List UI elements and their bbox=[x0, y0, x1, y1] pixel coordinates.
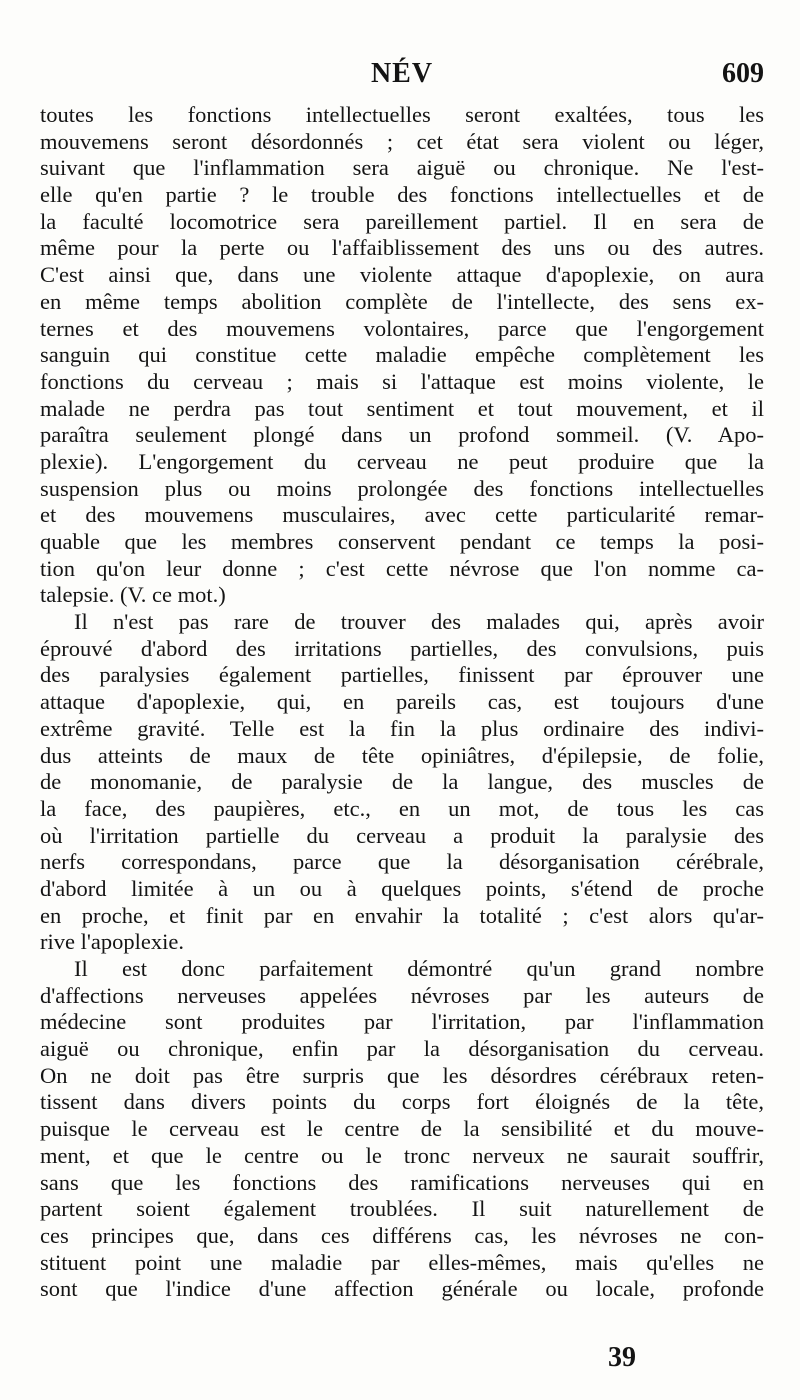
text-line: en proche, et finit par en envahir la totalité ; c'est alors qu'ar- bbox=[40, 902, 764, 928]
text-line: stituent point une maladie par elles-mêmes, mais qu'elles ne bbox=[40, 1249, 764, 1275]
text-line: attaque d'apoplexie, qui, en pareils cas, est toujours d'une bbox=[40, 689, 764, 715]
signature-mark: 39 bbox=[608, 1342, 636, 1373]
page-header bbox=[40, 58, 764, 98]
text-line: la faculté locomotrice sera pareillement partiel. Il en sera de bbox=[40, 208, 764, 234]
text-line: même pour la perte ou l'affaiblissement des uns ou des autres. bbox=[40, 235, 764, 261]
text-line: la face, des paupières, etc., en un mot, de tous les cas bbox=[40, 795, 764, 821]
text-line: talepsie. (V. ce mot.) bbox=[40, 582, 226, 608]
paragraph-3 bbox=[40, 956, 764, 1303]
text-line: tion qu'on leur donne ; c'est cette névrose que l'on nomme ca- bbox=[40, 555, 764, 581]
text-line: C'est ainsi que, dans une violente attaque d'apoplexie, on aura bbox=[40, 262, 764, 288]
body-text bbox=[40, 102, 764, 1303]
text-line: mouvemens seront désordonnés ; cet état sera violent ou léger, bbox=[40, 128, 764, 154]
text-line: ment, et que le centre ou le tronc nerveux ne saurait souffrir, bbox=[40, 1142, 764, 1168]
text-line: dus atteints de maux de tête opiniâtres, d'épilepsie, de folie, bbox=[40, 742, 764, 768]
text-line: elle qu'en partie ? le trouble des fonctions intellectuelles et de bbox=[40, 182, 764, 208]
running-head: NÉV bbox=[370, 58, 434, 89]
text-line: ternes et des mouvemens volontaires, parce que l'engorgement bbox=[40, 315, 764, 341]
text-line: Il est donc parfaitement démontré qu'un grand nombre bbox=[74, 956, 764, 981]
page-number: 609 bbox=[722, 58, 764, 89]
text-line: d'abord limitée à un ou à quelques points, s'étend de proche bbox=[40, 875, 764, 901]
text-line: malade ne perdra pas tout sentiment et tout mouvement, et il bbox=[40, 395, 764, 421]
paragraph-1 bbox=[40, 102, 764, 609]
text-line: où l'irritation partielle du cerveau a produit la paralysie des bbox=[40, 822, 764, 848]
text-line: de monomanie, de paralysie de la langue, des muscles de bbox=[40, 769, 764, 795]
text-line: fonctions du cerveau ; mais si l'attaque est moins violente, le bbox=[40, 368, 764, 394]
text-line: médecine sont produites par l'irritation, par l'inflammation bbox=[40, 1009, 764, 1035]
text-line: des paralysies également partielles, finissent par éprouver une bbox=[40, 662, 764, 688]
text-line: suivant que l'inflammation sera aiguë ou chronique. Ne l'est- bbox=[40, 155, 764, 181]
text-line: rive l'apoplexie. bbox=[40, 929, 184, 955]
text-line: sont que l'indice d'une affection générale ou locale, profonde bbox=[40, 1276, 764, 1302]
text-line: extrême gravité. Telle est la fin la plus ordinaire des indivi- bbox=[40, 715, 764, 741]
text-line: plexie). L'engorgement du cerveau ne peut produire que la bbox=[40, 448, 764, 474]
text-line: quable que les membres conservent pendant ce temps la posi- bbox=[40, 529, 764, 554]
text-line: tissent dans divers points du corps fort éloignés de la tête, bbox=[40, 1089, 764, 1115]
text-line: puisque le cerveau est le centre de la sensibilité et du mouve- bbox=[40, 1116, 764, 1142]
text-line: ces principes que, dans ces différens cas, les névroses ne con- bbox=[40, 1222, 764, 1248]
text-line: en même temps abolition complète de l'intellecte, des sens ex- bbox=[40, 288, 764, 314]
text-line: partent soient également troublées. Il suit naturellement de bbox=[40, 1196, 764, 1222]
text-line: d'affections nerveuses appelées névroses par les auteurs de bbox=[40, 982, 764, 1008]
text-line: et des mouvemens musculaires, avec cette particularité remar- bbox=[40, 502, 764, 528]
text-line: éprouvé d'abord des irritations partielles, des convulsions, puis bbox=[40, 635, 764, 661]
text-line: On ne doit pas être surpris que les désordres cérébraux reten- bbox=[40, 1062, 764, 1088]
text-line: toutes les fonctions intellectuelles seront exaltées, tous les bbox=[40, 102, 764, 127]
text-line: nerfs correspondans, parce que la désorganisation cérébrale, bbox=[40, 849, 764, 875]
text-line: paraîtra seulement plongé dans un profond sommeil. (V. Apo- bbox=[40, 422, 764, 448]
paragraph-2 bbox=[40, 609, 764, 956]
text-line: aiguë ou chronique, enfin par la désorganisation du cerveau. bbox=[40, 1036, 764, 1062]
text-line: sanguin qui constitue cette maladie empêche complètement les bbox=[40, 342, 764, 368]
text-line: sans que les fonctions des ramifications nerveuses qui en bbox=[40, 1169, 764, 1195]
text-line: Il n'est pas rare de trouver des malades qui, après avoir bbox=[74, 609, 764, 635]
text-line: suspension plus ou moins prolongée des fonctions intellectuelles bbox=[40, 475, 764, 501]
